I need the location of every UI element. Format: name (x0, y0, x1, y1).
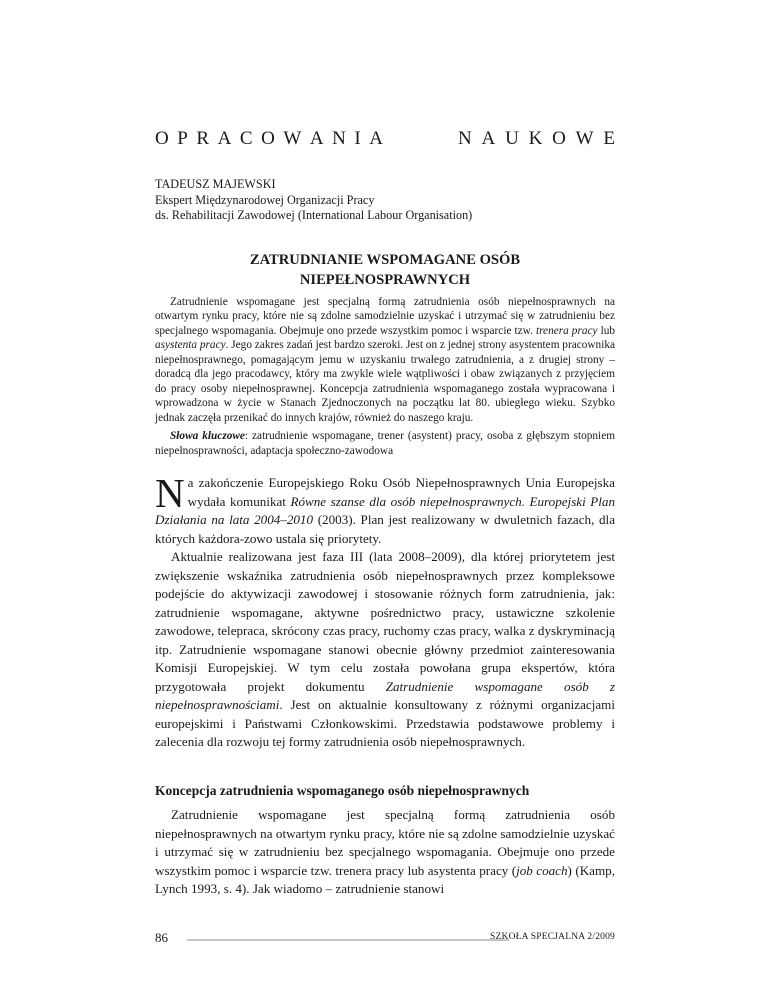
body-text: . Jest on aktualnie konsultowany z różnymi organizacjami europejskimi i Państwami Członkowskimi. Przedstawia podstawowe problemy i zalecenia dla rozwoju tej formy zatrudnienia osób niepełnosprawnych. (155, 697, 615, 749)
section-header (155, 128, 615, 150)
author-affiliation-line-1: Ekspert Międzynarodowej Organizacji Pracy (155, 192, 375, 207)
section-header-letter: C (239, 128, 253, 149)
section-header-letter: A (369, 128, 383, 149)
section-heading: Koncepcja zatrudnienia wspomaganego osób niepełnosprawnych (155, 783, 530, 798)
section-header-letter: A (217, 128, 232, 149)
body-paragraph (155, 806, 615, 899)
section-header-letter: N (332, 128, 346, 149)
abstract-italic-term: asystenta pracy (155, 339, 226, 352)
body-text: a zakończenie Europejskiego Roku Osób Niepełnosprawnych Unia Europejska wydała komunikat (187, 475, 615, 509)
author-name: TADEUSZ MAJEWSKI (155, 177, 276, 191)
body-text: Zatrudnienie wspomagane jest specjalną formą zatrudnienia osób niepełnosprawnych na otwartym rynku pracy, które nie są zdolne samodzielnie uzyskać i utrzymać się w zatrudnieniu bez specjalnego wspomagania. Obejmuje ono przede wszystkim pomoc i wsparcie tzw. trenera pracy lub asystenta pracy ( (155, 807, 615, 878)
abstract-paragraph (155, 295, 615, 425)
section-header-letter: P (177, 128, 188, 149)
section-header-letter: O (155, 128, 169, 149)
author-affiliation-line-2: ds. Rehabilitacji Zawodowej (International Labour Organisation) (155, 208, 473, 223)
journal-name: SZKOŁA SPECJALNA 2/2009 (490, 932, 615, 942)
section-body (155, 806, 615, 899)
body-paragraph (155, 470, 616, 548)
abstract-text: Zatrudnienie wspomagane jest specjalną formą zatrudnienia osób niepełnosprawnych na otwartym rynku pracy, które nie są zdolne samodzielnie uzyskać i utrzymać się w zatrudnieniu bez specjalnego wspomagania. Obejmuje ono przede wszystkim pomoc i wsparcie tzw. (155, 296, 615, 337)
page-number: 86 (155, 930, 168, 945)
body-text: ) (Kamp, Lynch 1993, s. 4). Jak wiadomo – zatrudnienie stanowi (155, 862, 615, 897)
section-header-letter: A (481, 128, 496, 149)
section-header-word-1 (155, 128, 383, 150)
abstract-italic-term: trenera pracy (535, 324, 598, 337)
keywords (155, 429, 615, 458)
abstract (155, 295, 615, 458)
section-header-letter: W (575, 128, 594, 149)
section-header-letter: E (603, 128, 615, 149)
section-header-word-2 (458, 128, 615, 150)
article-title-line-1: ZATRUDNIANIE WSPOMAGANE OSÓB (249, 252, 521, 268)
body-text: Aktualnie realizowana jest faza III (lata 2008–2009), dla której priorytetem jest zwiększenie wskaźnika zatrudnienia osób niepełnosprawnych przez kompleksowe podejście do aktywizacji zawodowej i stosowanie różnych form zatrudnienia, jak: zatrudnienie wspomagane, aktywne pośrednictwo pracy, ustawiczne szkolenie zawodowe, telepraca, skrócony czas pracy, ruchomy czas pracy, walka z dyskryminacją itp. Zatrudnienie wspomagane stanowi obecnie główny przedmiot zainteresowania Komisji Europejskiej. W tym celu została powołana grupa ekspertów, która przygotowała projekt dokumentu (155, 549, 615, 694)
page-footer (155, 930, 615, 948)
introduction (155, 470, 616, 752)
section-header-letter: K (528, 128, 543, 149)
body-paragraph (155, 548, 615, 752)
section-header-letter: W (283, 128, 302, 149)
article-title-line-2: NIEPEŁNOSPRAWNYCH (299, 272, 471, 288)
keywords-text: : zatrudnienie wspomagane, trener (asystent) pracy, osoba z głębszym stopniem niepełnosprawności, adaptacja społeczno-zawodowa (155, 430, 615, 457)
body-text: (2003). Plan jest realizowany w dwuletnich fazach, dla których każdora-zowo ustala się priorytety. (155, 512, 616, 546)
abstract-text: lub (597, 324, 615, 337)
body-italic-title: Zatrudnienie wspomagane osób z niepełnosprawnościami (155, 678, 615, 712)
article-title (155, 250, 615, 290)
body-italic-title: Równe szanse dla osób niepełnosprawnych. Europejski Plan Działania na lata 2004–2010 (155, 493, 615, 527)
drop-cap: N (155, 470, 185, 516)
section-header-letter: R (196, 128, 210, 149)
section-header-letter: O (261, 128, 275, 149)
author-block (155, 177, 472, 224)
footer-rule (187, 939, 509, 941)
abstract-text: . Jego zakres zadań jest bardzo szeroki. Jest on z jednej strony asystentem pracownika niepełnosprawnego, pomagającym jemu w uzyskaniu trwałego zatrudnienia, a z drugiej strony – doradcą dla jego pracodawcy, który ma zwykle wiele wątpliwości i obaw związanych z przyjęciem do pracy osoby niepełnosprawnej. Koncepcja zatrudnienia wspomaganego została wypracowana i wprowadzona w życie w Stanach Zjednoczonych na początku lat 80. ubiegłego wieku. Szybko jednak zaczęła przenikać do innych krajów, również do naszego kraju. (155, 339, 616, 424)
section-header-letter: I (354, 128, 361, 149)
section-header-letter: N (458, 128, 472, 149)
section-header-letter: A (309, 128, 324, 149)
keywords-label: Słowa kluczowe (170, 430, 245, 443)
section-header-letter: U (505, 128, 519, 149)
section-header-letter: O (552, 128, 566, 149)
body-italic-term: job coach (516, 862, 568, 878)
